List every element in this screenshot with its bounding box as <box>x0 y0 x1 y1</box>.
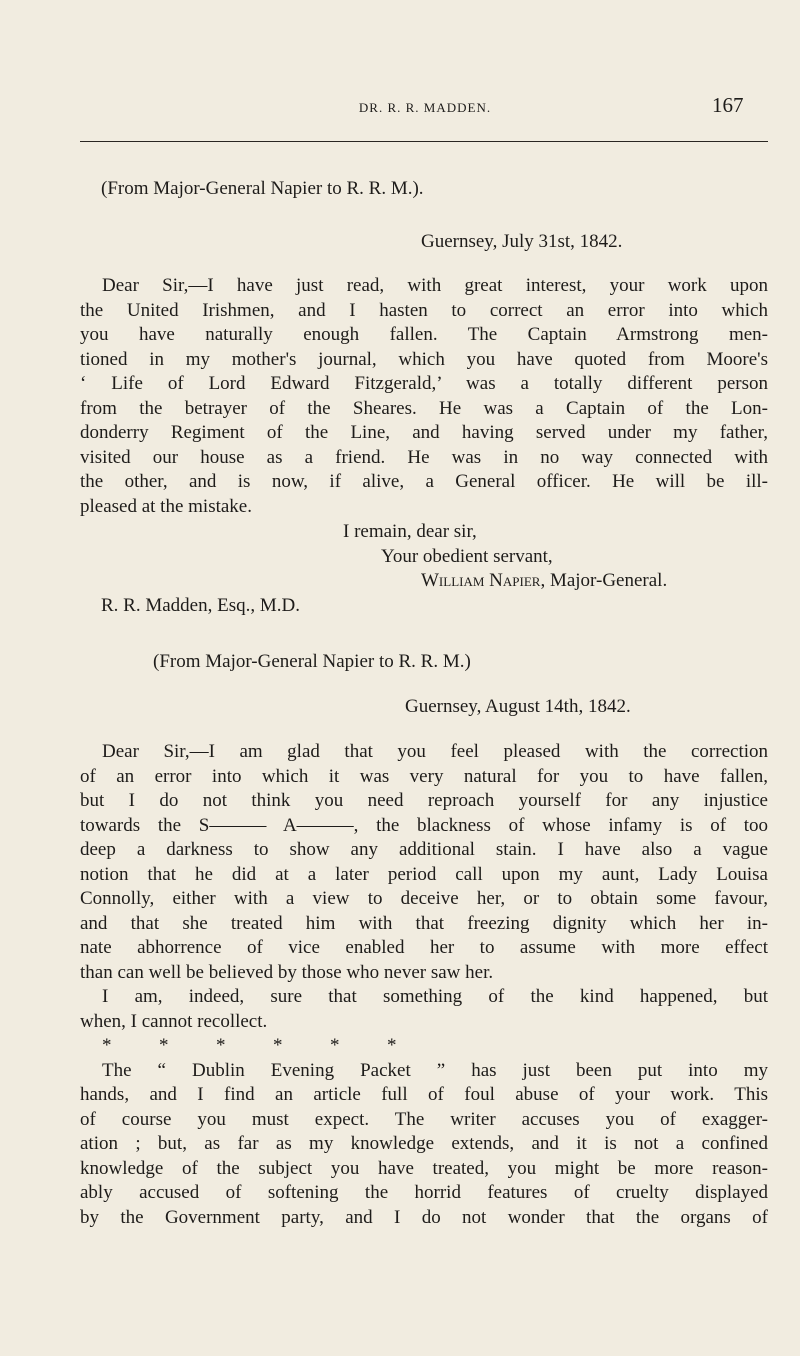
body-line: visited our house as a friend. He was in no way connected with <box>80 446 768 468</box>
body-line: when, I cannot recollect. <box>80 1010 268 1032</box>
body-line: you have naturally enough fallen. The Captain Armstrong men- <box>80 324 768 345</box>
body-line: Dear Sir,—I have just read, with great interest, your work upon <box>102 275 768 296</box>
addressee: R. R. Madden, Esq., M.D. <box>101 594 300 616</box>
body-line: of an error into which it was very natural for you to have fallen, <box>80 765 768 787</box>
body-line: I am, indeed, sure that something of the kind happened, but <box>102 986 768 1007</box>
letter1-dateline-block <box>80 230 768 255</box>
closing-line: I remain, dear sir, <box>343 521 477 542</box>
letter2-dateline-block <box>80 695 768 720</box>
body-line: notion that he did at a later period call upon my aunt, Lady Louisa <box>80 863 768 885</box>
letter2-dateline: Guernsey, August 14th, 1842. <box>405 696 631 717</box>
body-line: The “ Dublin Evening Packet ” has just been put into my <box>102 1059 768 1081</box>
running-title: DR. R. R. MADDEN. <box>358 100 492 115</box>
body-line: the other, and is now, if alive, a General officer. He will be ill- <box>80 471 768 492</box>
body-line: donderry Regiment of the Line, and having served under my father, <box>80 422 768 443</box>
body-line: of course you must expect. The writer accuses you of exagger- <box>80 1108 768 1130</box>
body-line: knowledge of the subject you have treated, you might be more reason- <box>80 1157 768 1179</box>
body-line: the United Irishmen, and I hasten to correct an error into which <box>80 299 768 321</box>
letter2-heading: (From Major-General Napier to R. R. M.) <box>153 651 471 672</box>
asterisk-break: * * * * * * <box>102 1035 397 1056</box>
closing-line: Your obedient servant, <box>381 545 553 567</box>
body-line: but I do not think you need reproach yourself for any injustice <box>80 790 768 811</box>
body-line: pleased at the mistake. <box>80 495 252 517</box>
letter1-heading: (From Major-General Napier to R. R. M.). <box>101 178 424 199</box>
body-line: ably accused of softening the horrid features of cruelty displayed <box>80 1182 768 1203</box>
body-line: from the betrayer of the Sheares. He was a Captain of the Lon- <box>80 397 768 419</box>
body-line: and that she treated him with that freezing dignity which her in- <box>80 912 768 934</box>
body-line: hands, and I find an article full of foul abuse of your work. This <box>80 1084 768 1105</box>
page-number: 167 <box>712 93 744 117</box>
header-rule <box>80 141 768 142</box>
letter1-dateline: Guernsey, July 31st, 1842. <box>421 231 623 252</box>
signature-rank: , Major-General. <box>540 570 668 591</box>
body-line: deep a darkness to show any additional stain. I have also a vague <box>80 839 768 860</box>
body-line: Dear Sir,—I am glad that you feel pleased with the correction <box>102 741 768 762</box>
body-line: ‘ Life of Lord Edward Fitzgerald,’ was a totally different person <box>80 373 768 394</box>
body-line: ation ; but, as far as my knowledge extends, and it is not a confined <box>80 1133 768 1154</box>
letter1-heading-block <box>80 177 768 202</box>
body-line: tioned in my mother's journal, which you have quoted from Moore's <box>80 348 768 370</box>
letter1-body <box>80 274 768 519</box>
signature-name: William Napier <box>421 570 541 591</box>
letter2-body <box>80 740 768 1230</box>
body-line: nate abhorrence of vice enabled her to assume with more effect <box>80 937 768 958</box>
body-line: than can well be believed by those who never saw her. <box>80 961 494 983</box>
body-line: Connolly, either with a view to deceive her, or to obtain some favour, <box>80 888 768 909</box>
letter2-heading-block <box>80 650 768 675</box>
signature <box>80 569 768 594</box>
body-line: towards the S——— A———, the blackness of whose infamy is of too <box>80 814 768 836</box>
body-line: by the Government party, and I do not wonder that the organs of <box>80 1206 768 1228</box>
letter1-closing <box>80 520 768 618</box>
